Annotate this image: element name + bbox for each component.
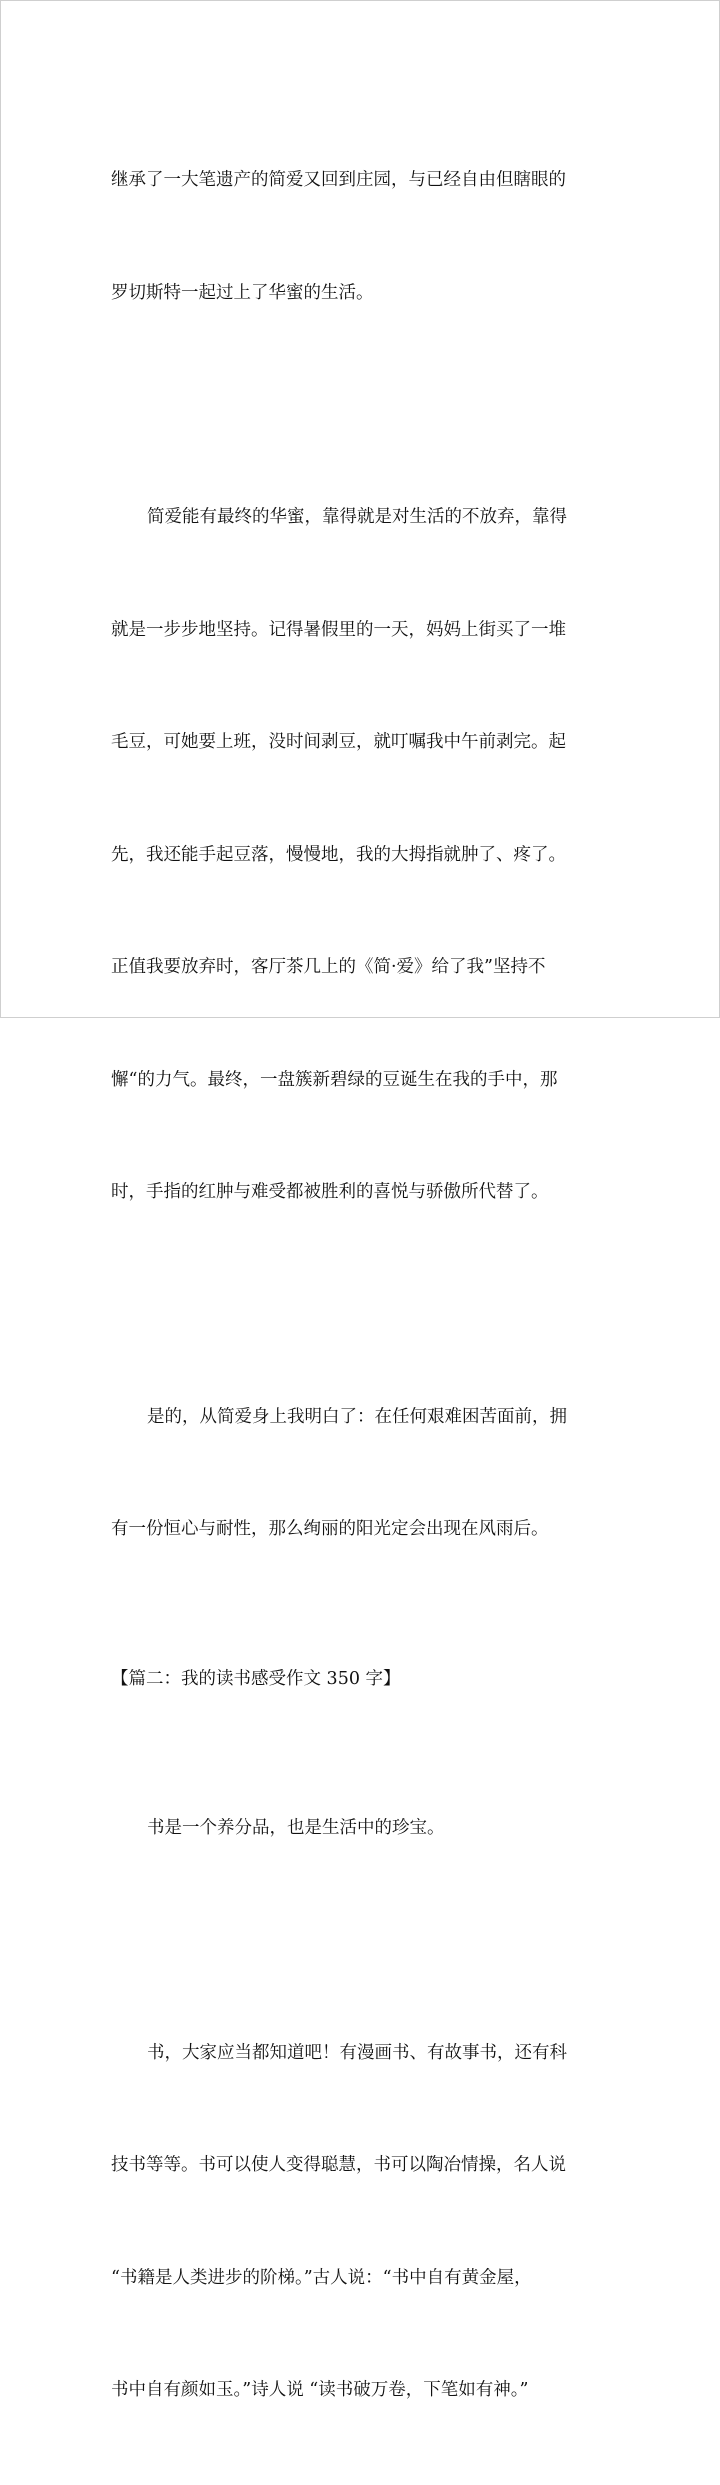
text-line: 就是一步步地坚持。记得暑假里的一天，妈妈上街买了一堆 — [111, 619, 566, 640]
text-line: “书籍是人类进步的阶梯。”古人说：“书中自有黄金屋， — [111, 2267, 532, 2288]
text-line: 简爱能有最终的华蜜，靠得就是对生活的不放弃，靠得 — [147, 507, 567, 527]
text-line: 技书等等。书可以使人变得聪慧，书可以陶冶情操，名人说 — [111, 2155, 566, 2175]
section-heading — [111, 1661, 615, 1699]
text-line: 书，大家应当都知道吧！有漫画书、有故事书，还有科 — [147, 2042, 567, 2063]
text-line: 继承了一大笔遗产的简爱又回到庄园，与已经自由但瞎眼的 — [111, 170, 566, 190]
text-line: 是的，从简爱身上我明白了：在任何艰难困苦面前，拥 — [147, 1406, 567, 1427]
text-line: 先，我还能手起豆落，慢慢地，我的大拇指就肿了、疼了。 — [111, 844, 566, 865]
text-line: 书是一个养分品，也是生活中的珍宝。 — [147, 1818, 445, 1838]
paragraph — [111, 87, 615, 387]
document-body — [111, 87, 615, 2485]
text-line: 时，手指的红肿与难受都被胜利的喜悦与骄傲所代替了。 — [111, 1182, 549, 1202]
text-line: 正值我要放弃时，客厅茶几上的《简·爱》给了我”坚持不 — [111, 957, 546, 977]
paragraph — [111, 1960, 615, 2485]
text-line: 罗切斯特一起过上了华蜜的生活。 — [111, 282, 374, 303]
paragraph — [111, 424, 615, 1287]
paragraph — [111, 1324, 615, 1624]
paragraph — [111, 1735, 615, 1923]
section-heading-text: 【篇二：我的读书感受作文 350 字】 — [111, 1668, 401, 1689]
text-line: 书中自有颜如玉。”诗人说 “读书破万卷，下笔如有神。” — [111, 2380, 529, 2400]
paragraph-gap — [111, 1698, 615, 1735]
text-line: 懈“的力气。最终，一盘簇新碧绿的豆诞生在我的手中，那 — [111, 1069, 558, 1090]
paragraph-gap — [111, 1923, 615, 1960]
paragraph-gap — [111, 1287, 615, 1324]
paragraph-gap — [111, 1624, 615, 1661]
paragraph-gap — [111, 387, 615, 424]
text-line: 有一份恒心与耐性，那么绚丽的阳光定会出现在风雨后。 — [111, 1519, 549, 1539]
text-line: 毛豆，可她要上班，没时间剥豆，就叮嘱我中午前剥完。起 — [111, 732, 566, 752]
